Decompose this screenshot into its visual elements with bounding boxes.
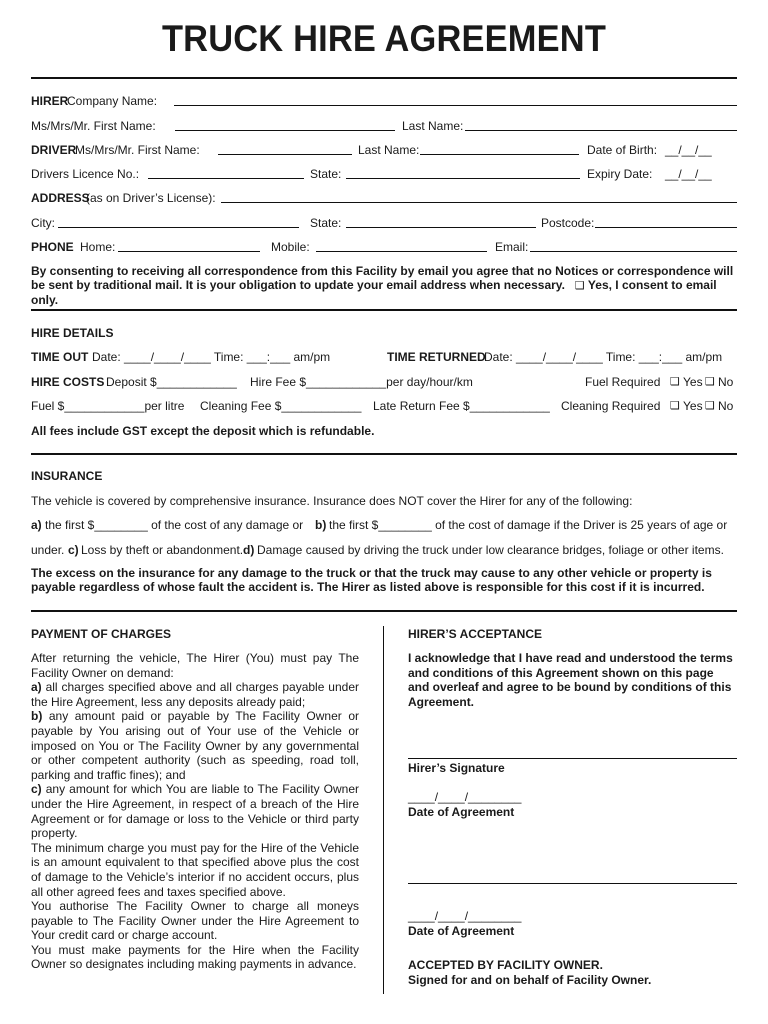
hirer-name-row [31, 118, 737, 134]
expiry-field[interactable]: __/__/__ [665, 167, 712, 181]
fuel-required-label: Fuel Required [585, 375, 661, 389]
insurance-ab-row [31, 517, 737, 533]
postcode-field[interactable] [595, 227, 737, 228]
dob-label: Date of Birth: [587, 143, 658, 157]
payment-b-text: any amount paid or payable by The Facility Owner or payable by You arising out of Your use of the Vehicle or imposed on You or The Facility Owner by any governmental or other competent authority (such as speeding, road toll, parking and traffic fines); and [31, 709, 359, 782]
time-row [31, 349, 737, 365]
fuel-no-label: No [718, 375, 734, 389]
consent-text: By consenting to receiving all correspondence from this Facility by email you agree that no Notices or correspondence will be sent by traditional mail. It is your obligation to update your email address when necessary. [31, 264, 734, 292]
insurance-heading: INSURANCE [31, 469, 103, 483]
hirer-first-name-label: Ms/Mrs/Mr. First Name: [31, 119, 156, 133]
payment-item-b [31, 709, 359, 782]
city-label: City: [31, 216, 55, 230]
driver-last-name-field[interactable] [420, 154, 579, 155]
insurance-d-text: Damage caused by driving the truck under low clearance bridges, foliage or other items. [257, 543, 724, 557]
payment-minimum: The minimum charge you must pay for the Hire of the Vehicle is an amount equivalent to that specified above plus the cost of damage to the Vehicle’s interior if no accident occurs, plus all other agreed fees and taxes specified above. [31, 840, 359, 899]
phone-row [31, 239, 737, 255]
column-divider [383, 626, 384, 994]
fuel-cleaning-row [31, 398, 737, 414]
date-of-agreement-field-2[interactable]: ____/____/________ [408, 909, 522, 923]
licence-label: Drivers Licence No.: [31, 167, 140, 181]
divider [31, 309, 737, 311]
insurance-c-text: Loss by theft or abandonment. [81, 543, 244, 557]
payment-authorise: You authorise The Facility Owner to charge all moneys payable to The Facility Owner under the Hire Agreement to Your credit card or charge account. [31, 899, 359, 943]
divider [31, 610, 737, 612]
hirer-label: HIRER [31, 94, 69, 108]
driver-first-name-label: Ms/Mrs/Mr. First Name: [75, 143, 200, 157]
driver-label: DRIVER [31, 143, 77, 157]
divider [31, 77, 737, 79]
insurance-intro [31, 493, 737, 509]
payment-c-label: c) [31, 782, 42, 797]
time-returned-fields[interactable]: Date: ____/____/____ Time: ___:___ am/pm [484, 350, 723, 364]
city-field[interactable] [58, 227, 299, 228]
cleaning-yes-checkbox[interactable]: ❑ [670, 399, 680, 412]
acceptance-text: I acknowledge that I have read and understood the terms and conditions of this Agreement shown on this page and overleaf and agree to be bound by conditions of this Agreement. [408, 651, 733, 709]
owner-signature-field[interactable] [408, 883, 737, 884]
insurance-d-label: d) [243, 543, 255, 557]
cleaning-required-label: Cleaning Required [561, 399, 661, 413]
driver-last-name-label: Last Name: [358, 143, 420, 157]
payment-a-text: all charges specified above and all charges payable under the Hire Agreement, less any deposits already paid; [31, 680, 359, 709]
address-row [31, 190, 737, 206]
payment-heading: PAYMENT OF CHARGES [31, 627, 172, 641]
fuel-field[interactable]: Fuel $____________per litre [31, 399, 185, 413]
driver-first-name-field[interactable] [218, 154, 352, 155]
payment-a-label: a) [31, 680, 42, 695]
insurance-b-text: the first $________ of the cost of damage if the Driver is 25 years of age or [329, 518, 728, 532]
cleaning-yes-label: Yes [683, 399, 703, 413]
hirer-signature-field[interactable] [408, 758, 737, 759]
driver-name-row [31, 142, 737, 158]
hire-costs-label: HIRE COSTS [31, 375, 105, 389]
payment-item-a [31, 680, 359, 709]
licence-state-label: State: [310, 167, 342, 181]
email-field[interactable] [530, 251, 737, 252]
owner-signed-text: Signed for and on behalf of Facility Owner. [408, 973, 652, 987]
hirer-company-row [31, 93, 737, 109]
date-of-agreement-label-1: Date of Agreement [408, 805, 515, 819]
time-returned-label: TIME RETURNED [387, 350, 486, 364]
consent-checkbox[interactable]: ❑ [574, 279, 585, 292]
address-note: (as on Driver’s License): [86, 191, 216, 205]
driver-licence-row [31, 166, 737, 182]
deposit-field[interactable]: Deposit $____________ [106, 375, 237, 389]
payment-body [31, 651, 359, 972]
hire-costs-row [31, 374, 737, 390]
address-label: ADDRESS [31, 191, 90, 205]
licence-field[interactable] [148, 178, 304, 179]
insurance-excess: The excess on the insurance for any damage to the truck or that the truck may cause to any other vehicle or property is payable regardless of whose fault the accident is. The Hirer as listed above is responsible for this cost if it is incurred. [31, 566, 712, 594]
payment-item-c [31, 782, 359, 840]
insurance-c-label: c) [68, 543, 79, 557]
hirer-last-name-field[interactable] [465, 130, 737, 131]
date-of-agreement-field-1[interactable]: ____/____/________ [408, 790, 522, 804]
date-of-agreement-label-2: Date of Agreement [408, 924, 515, 938]
page-title: TRUCK HIRE AGREEMENT [161, 18, 607, 59]
hirer-signature-label: Hirer’s Signature [408, 761, 505, 775]
address-field[interactable] [221, 202, 737, 203]
hirer-first-name-field[interactable] [175, 130, 395, 131]
payment-timing: You must make payments for the Hire when the Facility Owner so designates including making payments in advance. [31, 942, 359, 972]
address-state-label: State: [310, 216, 342, 230]
mobile-label: Mobile: [271, 240, 310, 254]
licence-state-field[interactable] [346, 178, 580, 179]
mobile-field[interactable] [316, 251, 487, 252]
hire-details-heading: HIRE DETAILS [31, 326, 114, 340]
cleaning-no-label: No [718, 399, 734, 413]
insurance-under: under. [31, 543, 65, 557]
hire-fee-field[interactable]: Hire Fee $____________per day/hour/km [250, 375, 473, 389]
cleaning-no-checkbox[interactable]: ❑ [705, 399, 715, 412]
home-label: Home: [80, 240, 116, 254]
insurance-intro-text: The vehicle is covered by comprehensive insurance. Insurance does NOT cover the Hirer for any of the following: [31, 494, 633, 508]
insurance-cd-row [31, 542, 737, 558]
gst-note: All fees include GST except the deposit which is refundable. [31, 424, 375, 438]
consent-text-block [31, 264, 737, 307]
phone-label: PHONE [31, 240, 74, 254]
divider [31, 453, 737, 455]
cleaning-fee-field[interactable]: Cleaning Fee $____________ [200, 399, 362, 413]
fuel-yes-checkbox[interactable]: ❑ [670, 375, 680, 388]
city-row [31, 215, 737, 231]
time-out-label: TIME OUT [31, 350, 89, 364]
dob-field[interactable]: __/__/__ [665, 143, 712, 157]
insurance-b-label: b) [315, 518, 327, 532]
expiry-label: Expiry Date: [587, 167, 653, 181]
company-name-label: Company Name: [67, 94, 158, 108]
address-state-field[interactable] [346, 227, 536, 228]
time-out-fields[interactable]: Date: ____/____/____ Time: ___:___ am/pm [92, 350, 331, 364]
fuel-yes-label: Yes [683, 375, 703, 389]
insurance-a-label: a) [31, 518, 42, 532]
payment-b-label: b) [31, 709, 43, 724]
payment-intro: After returning the vehicle, The Hirer (You) must pay The Facility Owner on demand: [31, 651, 359, 680]
consent-checkbox-label: Yes, I consent to email only. [31, 278, 717, 307]
email-label: Email: [495, 240, 529, 254]
insurance-a-text: the first $________ of the cost of any damage or [45, 518, 304, 532]
payment-c-text: any amount for which You are liable to The Facility Owner under the Hire Agreement, in respect of a breach of the Hire Agreement or for damage or loss to the Vehicle or third party property. [31, 782, 359, 841]
fuel-no-checkbox[interactable]: ❑ [705, 375, 715, 388]
owner-accepted-text: ACCEPTED BY FACILITY OWNER. [408, 958, 603, 972]
acceptance-heading: HIRER’S ACCEPTANCE [408, 627, 543, 641]
postcode-label: Postcode: [541, 216, 595, 230]
home-phone-field[interactable] [118, 251, 260, 252]
company-name-field[interactable] [174, 105, 737, 106]
late-fee-field[interactable]: Late Return Fee $____________ [373, 399, 550, 413]
hirer-last-name-label: Last Name: [402, 119, 464, 133]
